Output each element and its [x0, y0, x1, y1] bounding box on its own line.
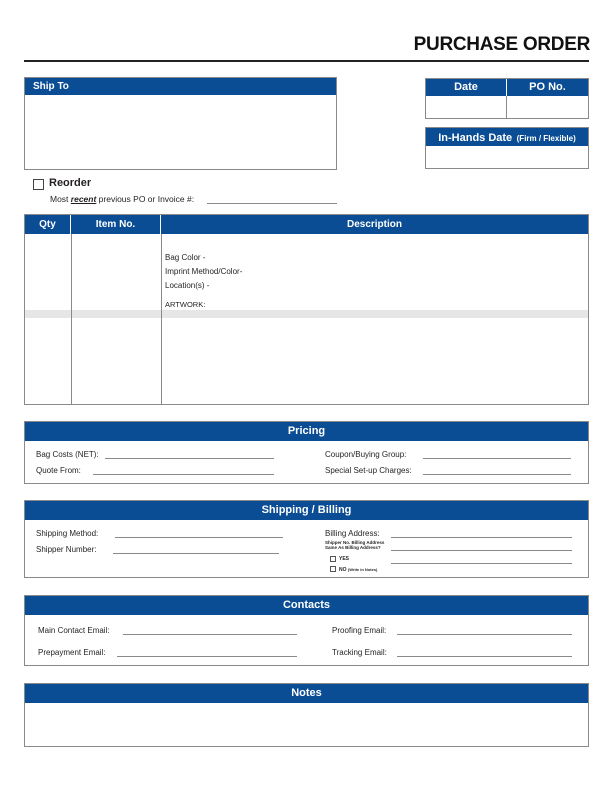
main-contact-label: Main Contact Email: — [38, 626, 110, 635]
page-title: PURCHASE ORDER — [413, 34, 590, 55]
tracking-email-label: Tracking Email: — [332, 648, 387, 657]
setup-charges-line[interactable] — [423, 474, 571, 475]
billing-address-line-3[interactable] — [391, 563, 572, 564]
bag-costs-line[interactable] — [105, 458, 274, 459]
col-item-header: Item No. — [71, 215, 161, 234]
shipping-section — [24, 500, 589, 578]
quote-from-line[interactable] — [93, 474, 274, 475]
proofing-email-label: Proofing Email: — [332, 626, 387, 635]
contacts-header: Contacts — [25, 596, 588, 615]
tracking-email-line[interactable] — [397, 656, 572, 657]
setup-charges-label: Special Set-up Charges: — [325, 466, 412, 475]
date-po-box — [425, 78, 589, 119]
location-label: Location(s) - — [165, 281, 210, 290]
po-number-label: PO No. — [529, 81, 566, 93]
ship-to-header — [25, 78, 336, 95]
col-qty-header: Qty — [25, 215, 71, 234]
quote-from-label: Quote From: — [36, 466, 81, 475]
proofing-email-line[interactable] — [397, 634, 572, 635]
notes-field[interactable] — [25, 703, 588, 746]
reorder-label: Reorder — [49, 177, 92, 189]
coupon-line[interactable] — [423, 458, 571, 459]
yes-label: YES — [339, 556, 350, 562]
contacts-section — [24, 595, 589, 666]
yes-checkbox[interactable] — [330, 556, 336, 562]
shipping-method-label: Shipping Method: — [36, 529, 99, 538]
reorder-prompt: Most recent previous PO or Invoice #: — [50, 194, 195, 204]
date-label: Date — [426, 79, 507, 96]
same-as-billing-line2: Same As Billing Address? — [325, 545, 381, 550]
prepayment-label: Prepayment Email: — [38, 648, 106, 657]
same-as-billing-line1: Shipper No. Billing Address — [325, 540, 385, 545]
notes-section — [24, 683, 589, 747]
qty-column-divider — [71, 234, 72, 404]
shipper-number-line[interactable] — [113, 553, 279, 554]
reorder-checkbox[interactable] — [33, 179, 44, 190]
no-label: NO (Write in Notes) — [339, 567, 378, 573]
no-checkbox[interactable] — [330, 566, 336, 572]
prepayment-line[interactable] — [117, 656, 297, 657]
item-column-divider — [161, 234, 162, 404]
items-header — [25, 215, 588, 234]
no-note: (Write in Notes) — [347, 567, 378, 572]
coupon-label: Coupon/Buying Group: — [325, 450, 407, 459]
in-hands-header — [426, 128, 588, 146]
bag-costs-label: Bag Costs (NET): — [36, 450, 99, 459]
imprint-method-label: Imprint Method/Color- — [165, 267, 243, 276]
billing-address-label: Billing Address: — [325, 529, 380, 538]
ship-to-box — [24, 77, 337, 170]
date-field[interactable] — [426, 96, 507, 118]
recent-emphasis: recent — [70, 194, 97, 204]
po-number-field[interactable] — [507, 96, 588, 118]
pricing-header: Pricing — [25, 422, 588, 441]
shipping-header: Shipping / Billing — [25, 501, 588, 520]
title-rule — [24, 60, 589, 62]
col-description-header: Description — [346, 219, 402, 230]
in-hands-box — [425, 127, 589, 169]
billing-address-line-2[interactable] — [391, 550, 572, 551]
pricing-section — [24, 421, 589, 484]
shipping-method-line[interactable] — [115, 537, 283, 538]
bag-color-label: Bag Color - — [165, 253, 206, 262]
notes-header: Notes — [25, 684, 588, 703]
items-table — [24, 214, 589, 405]
in-hands-sublabel: (Firm / Flexible) — [516, 134, 576, 143]
ship-to-field[interactable] — [25, 95, 336, 169]
reorder-invoice-line[interactable] — [207, 203, 337, 204]
in-hands-field[interactable] — [426, 146, 588, 168]
ship-to-label: Ship To — [33, 81, 69, 92]
in-hands-label: In-Hands Date — [438, 132, 513, 144]
artwork-label: ARTWORK: — [165, 300, 206, 309]
row-separator-band — [25, 310, 588, 318]
billing-address-line[interactable] — [391, 537, 572, 538]
main-contact-line[interactable] — [123, 634, 297, 635]
shipper-number-label: Shipper Number: — [36, 545, 97, 554]
